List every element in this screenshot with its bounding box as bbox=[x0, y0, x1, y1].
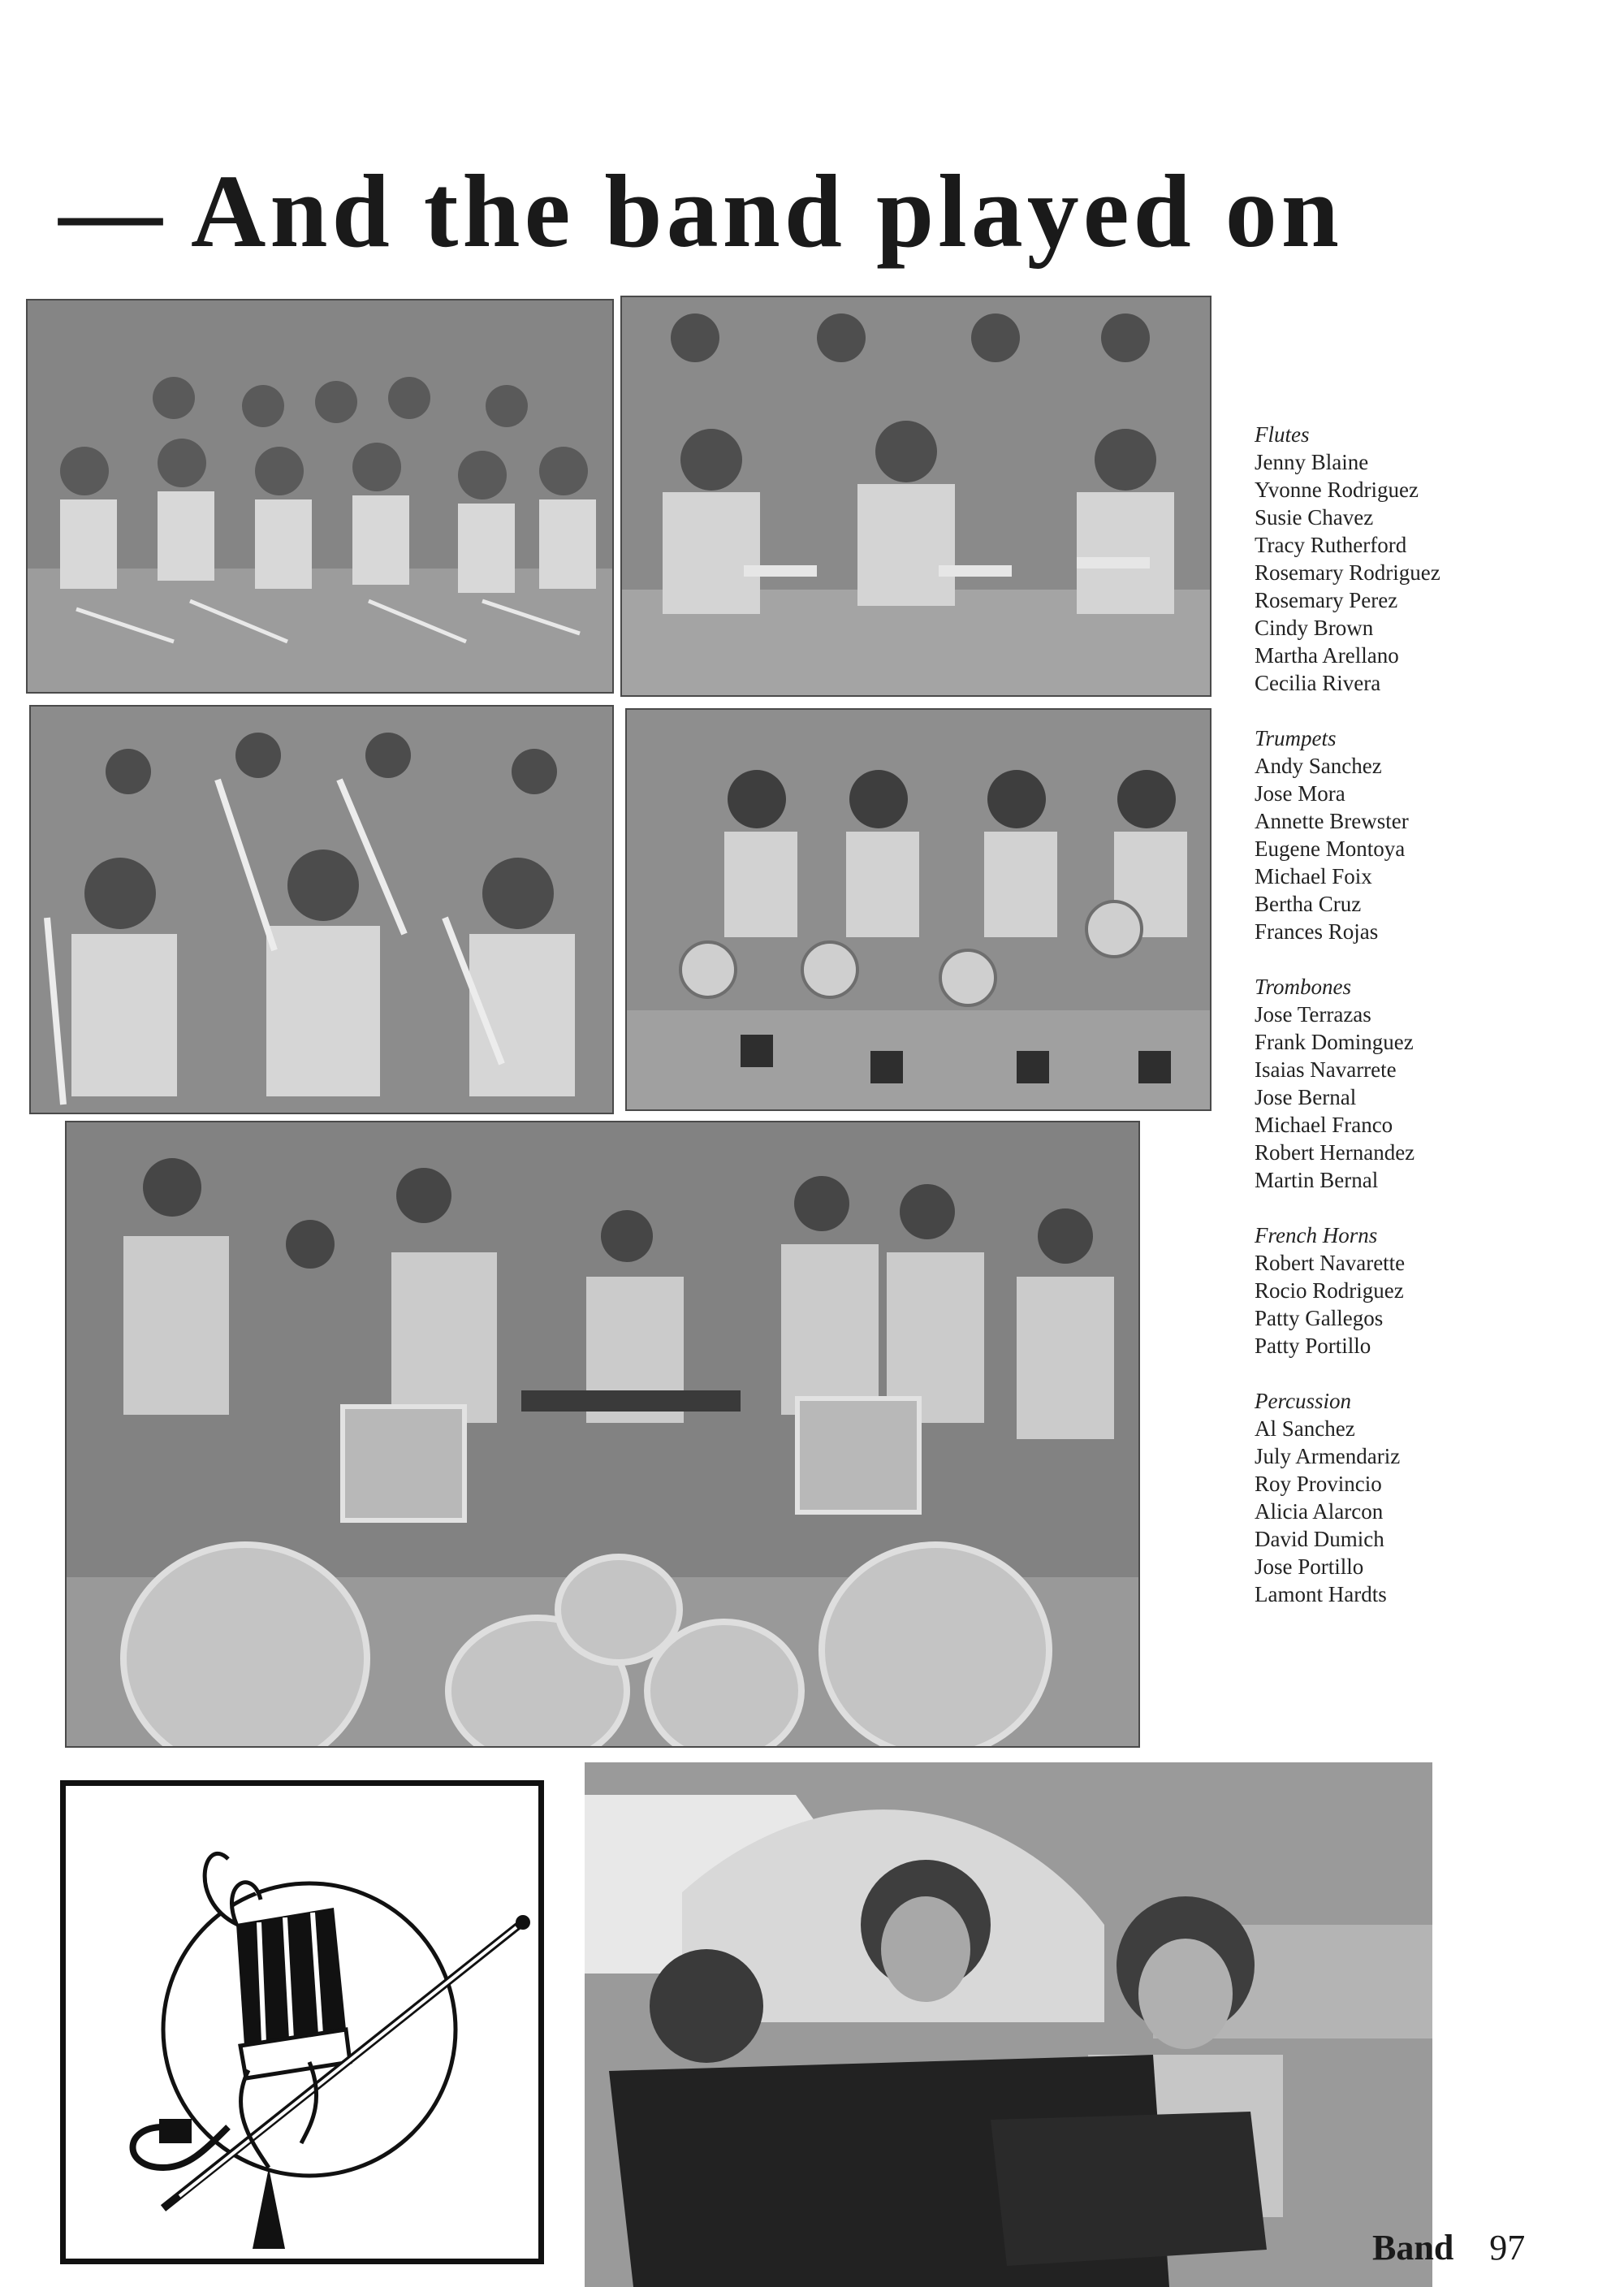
roster-name: Rosemary Rodriguez bbox=[1255, 560, 1440, 585]
roster-name: Patty Gallegos bbox=[1255, 1306, 1384, 1330]
photo-trombone-section bbox=[29, 705, 614, 1114]
roster-name: Robert Hernandez bbox=[1255, 1140, 1415, 1165]
roster-section-trumpets bbox=[1255, 724, 1612, 945]
photo-band-rehearsal bbox=[585, 1762, 1432, 2287]
roster-section-title: French Horns bbox=[1255, 1223, 1378, 1247]
photo-percussion-section bbox=[65, 1121, 1140, 1748]
photo-french-horn-section bbox=[625, 708, 1212, 1111]
roster-section-percussion bbox=[1255, 1387, 1612, 1608]
roster-name: Isaias Navarrete bbox=[1255, 1057, 1397, 1082]
roster-name: Tracy Rutherford bbox=[1255, 533, 1407, 557]
roster-name: Eugene Montoya bbox=[1255, 837, 1406, 861]
roster-name: Lamont Hardts bbox=[1255, 1582, 1387, 1606]
roster-name: Rocio Rodriguez bbox=[1255, 1278, 1404, 1303]
roster-section-flutes bbox=[1255, 421, 1612, 697]
roster-name: July Armendariz bbox=[1255, 1444, 1401, 1468]
photo-flute-section bbox=[26, 299, 614, 694]
roster-section-title: Percussion bbox=[1255, 1389, 1351, 1413]
roster-section-title: Trombones bbox=[1255, 975, 1352, 999]
roster-name: Bertha Cruz bbox=[1255, 892, 1362, 916]
section-label: Band bbox=[1372, 2228, 1454, 2268]
roster-section-french-horns bbox=[1255, 1221, 1612, 1360]
roster-name: Roy Provincio bbox=[1255, 1472, 1382, 1496]
roster-name: Jose Bernal bbox=[1255, 1085, 1357, 1109]
roster-name: Rosemary Perez bbox=[1255, 588, 1398, 612]
roster-name: Robert Navarette bbox=[1255, 1251, 1406, 1275]
roster-name: Al Sanchez bbox=[1255, 1416, 1355, 1441]
page-number: 97 bbox=[1489, 2228, 1526, 2268]
band-emblem-illustration bbox=[60, 1780, 544, 2264]
roster-name: Martha Arellano bbox=[1255, 643, 1399, 668]
roster-name: Andy Sanchez bbox=[1255, 754, 1382, 778]
roster-name: Jose Mora bbox=[1255, 781, 1345, 806]
page-headline: — And the band played on bbox=[58, 153, 1343, 269]
roster-name: Annette Brewster bbox=[1255, 809, 1409, 833]
roster-name: Michael Foix bbox=[1255, 864, 1372, 888]
roster-name: Yvonne Rodriguez bbox=[1255, 478, 1419, 502]
roster-name: Alicia Alarcon bbox=[1255, 1499, 1384, 1524]
roster-name: Frank Dominguez bbox=[1255, 1030, 1414, 1054]
roster-name: Cindy Brown bbox=[1255, 616, 1374, 640]
roster-name: Cecilia Rivera bbox=[1255, 671, 1381, 695]
band-roster bbox=[1255, 421, 1612, 1636]
roster-name: Patty Portillo bbox=[1255, 1334, 1371, 1358]
roster-name: Frances Rojas bbox=[1255, 919, 1379, 944]
roster-name: Jenny Blaine bbox=[1255, 450, 1369, 474]
roster-name: Susie Chavez bbox=[1255, 505, 1374, 530]
roster-name: Jose Terrazas bbox=[1255, 1002, 1371, 1027]
roster-section-title: Flutes bbox=[1255, 422, 1310, 447]
roster-section-title: Trumpets bbox=[1255, 726, 1337, 750]
roster-name: Michael Franco bbox=[1255, 1113, 1393, 1137]
roster-name: Martin Bernal bbox=[1255, 1168, 1379, 1192]
roster-name: Jose Portillo bbox=[1255, 1554, 1364, 1579]
roster-name: David Dumich bbox=[1255, 1527, 1384, 1551]
page-folio bbox=[1372, 2227, 1525, 2268]
photo-trumpet-section bbox=[620, 296, 1212, 697]
shako-baton-icon bbox=[66, 1786, 538, 2259]
roster-section-trombones bbox=[1255, 973, 1612, 1194]
